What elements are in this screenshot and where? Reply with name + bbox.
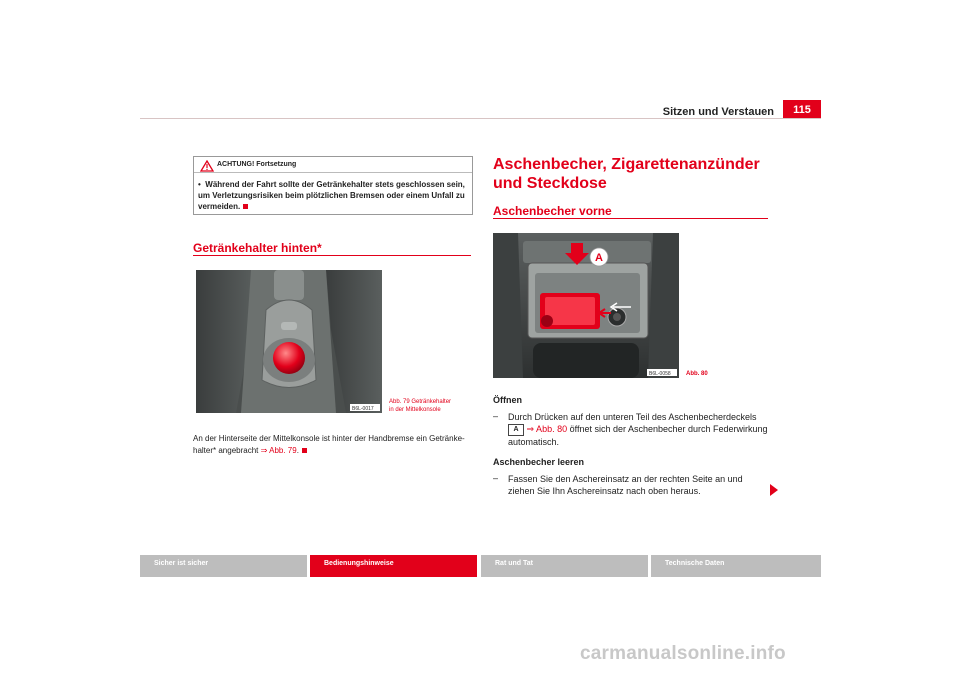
tab-rat-und-tat[interactable]: Rat und Tat xyxy=(481,555,648,577)
figure-79-caption xyxy=(389,398,479,414)
end-mark-icon xyxy=(243,204,248,209)
bullet: • xyxy=(198,180,201,189)
header-divider xyxy=(140,118,821,119)
section-divider xyxy=(493,218,768,219)
tab-technische-daten[interactable]: Technische Daten xyxy=(651,555,821,577)
warning-body: Während der Fahrt sollte der Getränkehalter stets geschlossen sein, um Verletzungsrisiken beim plötzlichen Bremsen oder einem Unfall zu vermeiden. xyxy=(198,180,465,211)
figure-79-link[interactable]: ⇒ Abb. 79 xyxy=(260,446,297,455)
instruction-text-after: öffnet sich der Aschenbecher durch Federwirkung automatisch. xyxy=(508,424,768,447)
key-a-badge: A xyxy=(508,424,524,436)
warning-header xyxy=(194,157,472,173)
tab-sicher-ist-sicher[interactable]: Sicher ist sicher xyxy=(140,555,307,577)
figure-80-id: B6L-0058 xyxy=(649,371,671,377)
body-end: . xyxy=(296,446,299,455)
continue-arrow-icon[interactable] xyxy=(770,484,778,496)
watermark: carmanualsonline.info xyxy=(580,643,786,664)
figure-80-caption: Abb. 80 xyxy=(686,371,708,377)
page-number-badge: 115 xyxy=(783,100,821,119)
figure-80-front-ashtray-image xyxy=(493,233,679,378)
warning-box xyxy=(193,156,473,215)
section-divider xyxy=(193,255,471,256)
figure-callout-a: A xyxy=(595,252,603,264)
tab-bedienungshinweise[interactable]: Bedienungshinweise xyxy=(310,555,477,577)
main-title: Aschenbecher, Zigarettenanzünder und Steckdose xyxy=(493,156,760,192)
caption-line-1: Abb. 79 Getränkehalter xyxy=(389,399,452,405)
section-title-front-ashtray: Aschenbecher vorne xyxy=(493,204,612,218)
end-mark-icon xyxy=(302,448,307,453)
warning-title: ACHTUNG! Fortsetzung xyxy=(217,161,297,168)
caption-line-2: in der Mittelkonsole xyxy=(389,407,441,413)
open-instruction xyxy=(508,411,770,448)
section-title-rear-cupholder: Getränkehalter hinten* xyxy=(193,241,322,255)
warning-text xyxy=(198,179,470,212)
subheading-open: Öffnen xyxy=(493,395,522,405)
instruction-text: Durch Drücken auf den unteren Teil des Aschenbecherdeckels xyxy=(508,412,757,422)
empty-instruction: Fassen Sie den Aschereinsatz an der rechten Seite an und ziehen Sie Ihn Aschereinsatz nach oben heraus. xyxy=(508,474,743,496)
page-header-title: Sitzen und Verstauen xyxy=(662,106,774,118)
list-dash: – xyxy=(493,411,499,421)
left-body-text xyxy=(193,433,478,457)
warning-triangle-icon xyxy=(200,160,214,172)
subheading-empty-ashtray: Aschenbecher leeren xyxy=(493,457,585,467)
body-text: An der Hinterseite der Mittelkonsole ist hinter der Handbremse ein Getränke-halter* angebracht xyxy=(193,434,465,455)
figure-79-id: B6L-0017 xyxy=(352,406,374,412)
list-dash: – xyxy=(493,473,499,483)
figure-79-rear-cupholder-image xyxy=(196,270,382,413)
figure-80-link[interactable]: ⇒ Abb. 80 xyxy=(526,424,568,434)
